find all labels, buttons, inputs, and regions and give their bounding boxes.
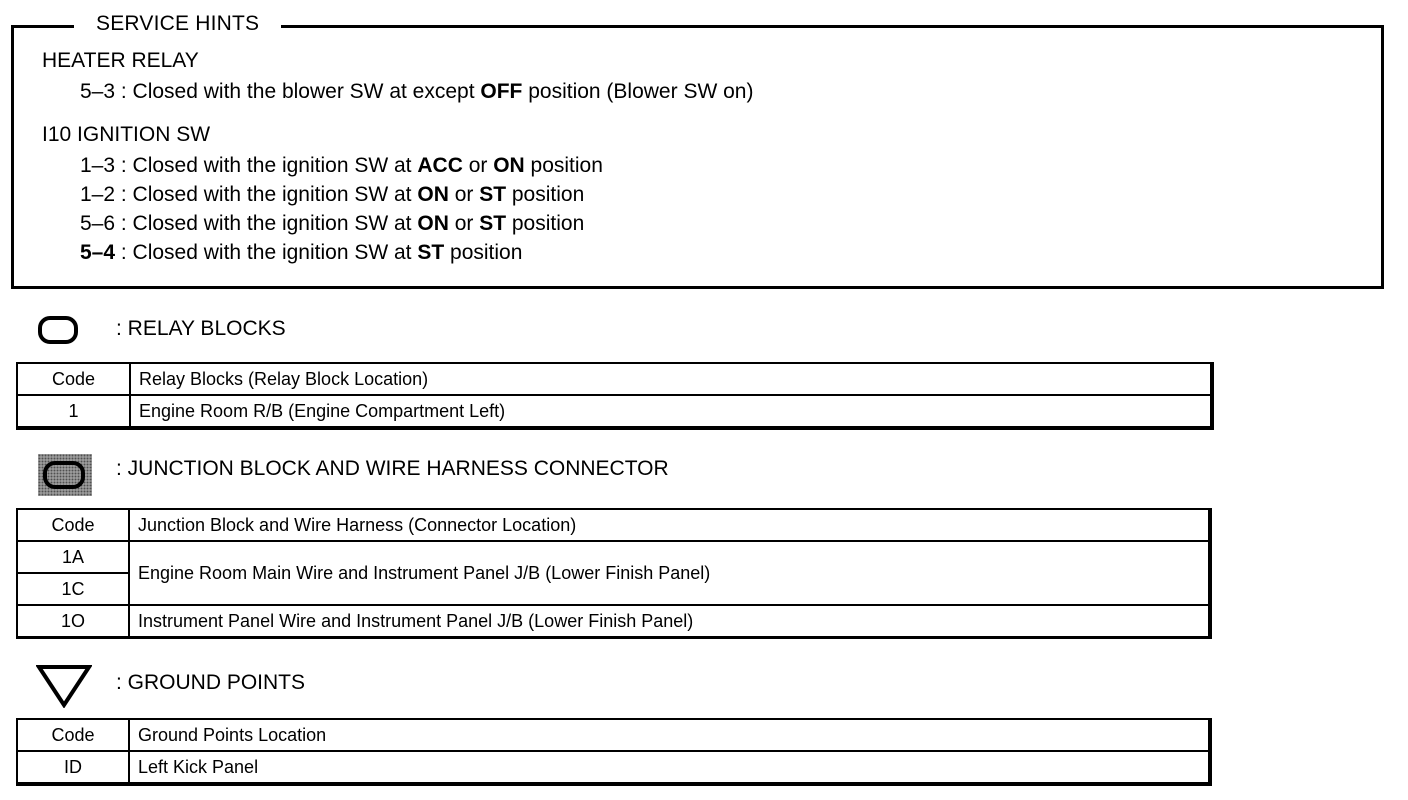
table-row (17, 751, 1210, 784)
hint-pins: 1–2 (80, 183, 116, 206)
rounded-rectangle-outline (43, 461, 85, 489)
hint-bold-term: OFF (480, 80, 523, 103)
location-cell: Left Kick Panel (129, 751, 1210, 784)
location-cell: Engine Room Main Wire and Instrument Panel J/B (Lower Finish Panel) (129, 541, 1210, 605)
hint-bold-term: ST (417, 241, 445, 264)
location-cell: Instrument Panel Wire and Instrument Panel J/B (Lower Finish Panel) (129, 605, 1210, 638)
hint-text: : Closed with the ignition SW at (115, 241, 418, 264)
hint-pins: 5–3 (80, 80, 116, 103)
code-cell: 1A (17, 541, 129, 573)
relay-blocks-table (16, 362, 1214, 430)
hint-bold-term: ST (479, 183, 507, 206)
code-cell: ID (17, 751, 129, 784)
table-row (17, 605, 1210, 638)
column-header: Junction Block and Wire Harness (Connector Location) (129, 509, 1210, 541)
ignition-hint-line (80, 182, 584, 208)
table-row (17, 541, 1210, 573)
shaded-rounded-rectangle-icon (38, 454, 92, 496)
hint-bold-term: ON (417, 183, 449, 206)
downward-triangle-icon (36, 664, 92, 708)
hint-text: position (524, 154, 603, 177)
code-cell: 1 (17, 395, 130, 428)
hint-text: : Closed with the blower SW at except (115, 80, 481, 103)
relay-blocks-title: : RELAY BLOCKS (116, 317, 286, 340)
ignition-hint-line (80, 153, 603, 179)
table-header-row (17, 363, 1212, 395)
hint-text: position (506, 212, 585, 235)
ground-points-table (16, 718, 1212, 786)
heater-relay-header: HEATER RELAY (42, 49, 199, 72)
hint-bold-term: ON (417, 212, 449, 235)
ignition-hint-line (80, 211, 584, 237)
column-header: Code (17, 719, 129, 751)
hint-text: position (Blower SW on) (522, 80, 754, 103)
hint-text: position (506, 183, 585, 206)
hint-bold-term: ON (493, 154, 525, 177)
hint-pins: 1–3 (80, 154, 116, 177)
hint-bold-term: ST (479, 212, 507, 235)
table-header-row (17, 509, 1210, 541)
code-cell: 1O (17, 605, 129, 638)
table-row (17, 395, 1212, 428)
hint-text: or (448, 183, 480, 206)
column-header: Ground Points Location (129, 719, 1210, 751)
heater-relay-hint-line (80, 79, 753, 105)
rounded-rectangle-outline-icon (38, 316, 78, 344)
ignition-sw-header: I10 IGNITION SW (42, 123, 211, 146)
code-cell: 1C (17, 573, 129, 605)
table-header-row (17, 719, 1210, 751)
ignition-hint-line (80, 240, 522, 266)
hint-text: position (444, 241, 523, 264)
hint-text: : Closed with the ignition SW at (115, 154, 418, 177)
ground-points-title: : GROUND POINTS (116, 671, 306, 694)
column-header: Code (17, 363, 130, 395)
location-cell: Engine Room R/B (Engine Compartment Left) (130, 395, 1212, 428)
column-header: Code (17, 509, 129, 541)
hint-pins: 5–4 (80, 241, 116, 264)
hint-text: : Closed with the ignition SW at (115, 183, 418, 206)
hint-text: : Closed with the ignition SW at (115, 212, 418, 235)
service-hints-title: SERVICE HINTS (74, 8, 281, 40)
junction-block-table (16, 508, 1212, 639)
junction-block-title: : JUNCTION BLOCK AND WIRE HARNESS CONNECTOR (116, 457, 669, 480)
hint-pins: 5–6 (80, 212, 116, 235)
hint-text: or (462, 154, 494, 177)
hint-bold-term: ACC (417, 154, 463, 177)
column-header: Relay Blocks (Relay Block Location) (130, 363, 1212, 395)
hint-text: or (448, 212, 480, 235)
